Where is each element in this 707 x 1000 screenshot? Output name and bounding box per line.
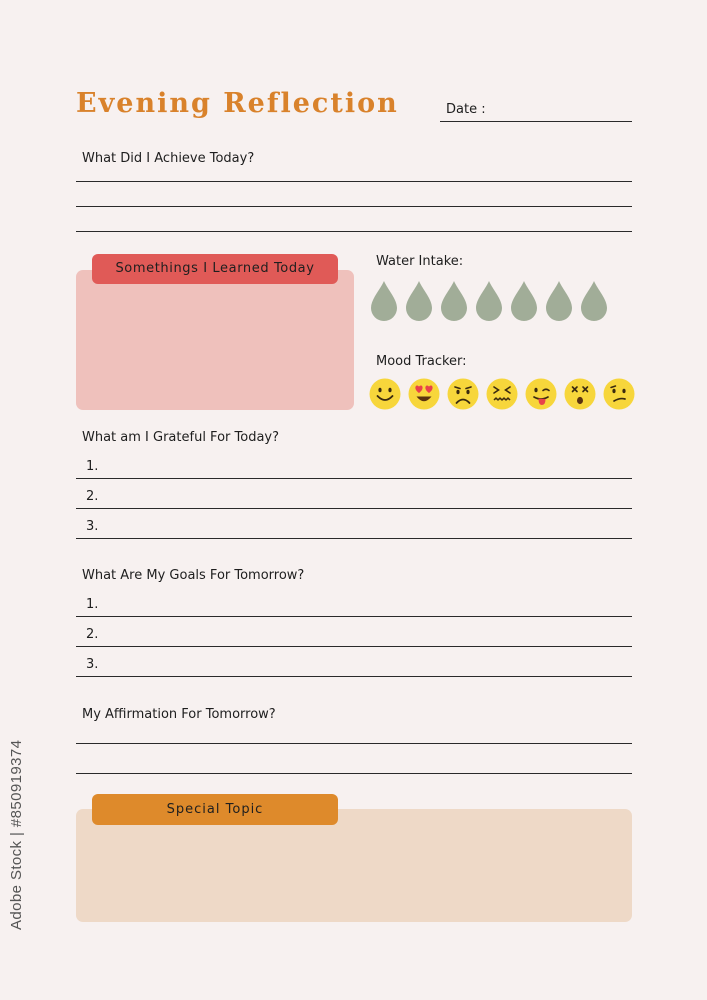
smile-emoji-icon[interactable]: [369, 378, 401, 410]
dizzy-emoji-icon[interactable]: [564, 378, 596, 410]
grateful-item-number: 1.: [86, 459, 99, 474]
achieve-line-3[interactable]: [76, 231, 632, 232]
water-drop-icon[interactable]: [405, 280, 433, 322]
learned-notes-box[interactable]: [76, 270, 354, 410]
goals-item-number: 3.: [86, 657, 99, 672]
date-field[interactable]: [440, 121, 632, 122]
special-topic-heading: Special Topic: [92, 794, 338, 825]
grateful-heading: What am I Grateful For Today?: [82, 430, 279, 445]
goals-item-number: 2.: [86, 627, 99, 642]
water-drop-icon[interactable]: [440, 280, 468, 322]
grateful-line-3[interactable]: [76, 538, 632, 539]
special-topic-box[interactable]: [76, 809, 632, 922]
mood-tracker-label: Mood Tracker:: [376, 354, 467, 369]
water-intake-label: Water Intake:: [376, 254, 464, 269]
grateful-item-number: 2.: [86, 489, 99, 504]
water-drop-icon[interactable]: [580, 280, 608, 322]
page-title: Evening Reflection: [76, 88, 399, 119]
water-drop-icon[interactable]: [545, 280, 573, 322]
water-drop-icon[interactable]: [510, 280, 538, 322]
achieve-heading: What Did I Achieve Today?: [82, 151, 255, 166]
water-drops: [370, 280, 608, 322]
affirmation-line-1[interactable]: [76, 743, 632, 744]
goals-line-1[interactable]: [76, 616, 632, 617]
affirmation-line-2[interactable]: [76, 773, 632, 774]
goals-heading: What Are My Goals For Tomorrow?: [82, 568, 305, 583]
goals-line-3[interactable]: [76, 676, 632, 677]
goals-item-number: 1.: [86, 597, 99, 612]
confounded-emoji-icon[interactable]: [486, 378, 518, 410]
mood-options: [369, 378, 635, 410]
confused-emoji-icon[interactable]: [603, 378, 635, 410]
achieve-line-2[interactable]: [76, 206, 632, 207]
frown-emoji-icon[interactable]: [447, 378, 479, 410]
grateful-line-1[interactable]: [76, 478, 632, 479]
water-drop-icon[interactable]: [370, 280, 398, 322]
stock-watermark: Adobe Stock | #850919374: [8, 739, 25, 930]
wink-tongue-emoji-icon[interactable]: [525, 378, 557, 410]
affirmation-heading: My Affirmation For Tomorrow?: [82, 707, 276, 722]
water-drop-icon[interactable]: [475, 280, 503, 322]
goals-line-2[interactable]: [76, 646, 632, 647]
learned-heading: Somethings I Learned Today: [92, 254, 338, 284]
date-label: Date :: [446, 102, 486, 117]
achieve-line-1[interactable]: [76, 181, 632, 182]
grateful-item-number: 3.: [86, 519, 99, 534]
grateful-line-2[interactable]: [76, 508, 632, 509]
heart-eyes-emoji-icon[interactable]: [408, 378, 440, 410]
